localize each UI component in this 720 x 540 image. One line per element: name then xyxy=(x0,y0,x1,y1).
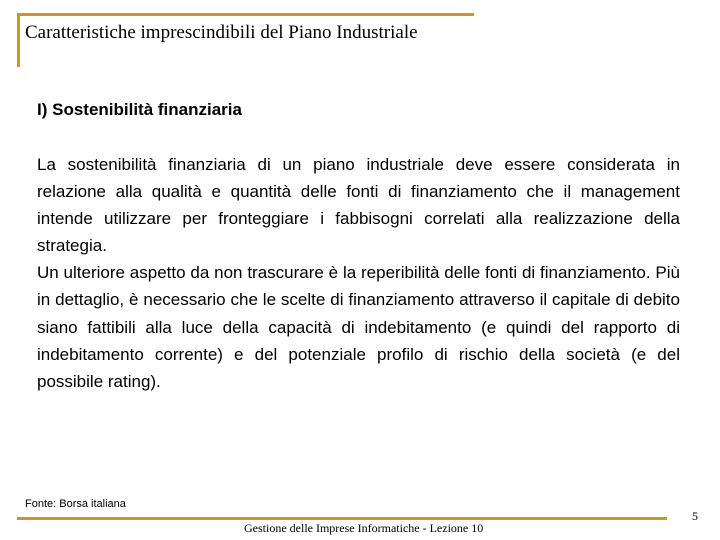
footer-divider xyxy=(17,517,667,520)
footer-text: Gestione delle Imprese Informatiche - Lezione 10 xyxy=(244,521,484,535)
page-number: 5 xyxy=(692,509,698,523)
slide-title: Caratteristiche imprescindibili del Piano Industriale xyxy=(25,22,418,43)
source-note: Fonte: Borsa italiana xyxy=(25,498,126,510)
body-text xyxy=(37,151,680,395)
section-heading: I) Sostenibilità finanziaria xyxy=(37,100,242,119)
body-paragraph-2: Un ulteriore aspetto da non trascurare è la reperibilità delle fonti di finanziamento. Più in dettaglio, è necessario che le scelte di finanziamento attraverso il capitale di debito siano fattibili alla luce della capacità di indebitamento (e quindi del rapporto di indebitamento corrente) e del potenziale profilo di rischio della società (e del possibile rating). xyxy=(37,263,680,391)
body-paragraph-1: La sostenibilità finanziaria di un piano industriale deve essere considerata in relazione alla qualità e quantità delle fonti di finanziamento che il management intende utilizzare per fronteggiare i fabbisogni correlati alla realizzazione della strategia. xyxy=(37,155,680,256)
title-accent-horizontal xyxy=(17,13,474,16)
title-accent-vertical xyxy=(17,13,20,67)
